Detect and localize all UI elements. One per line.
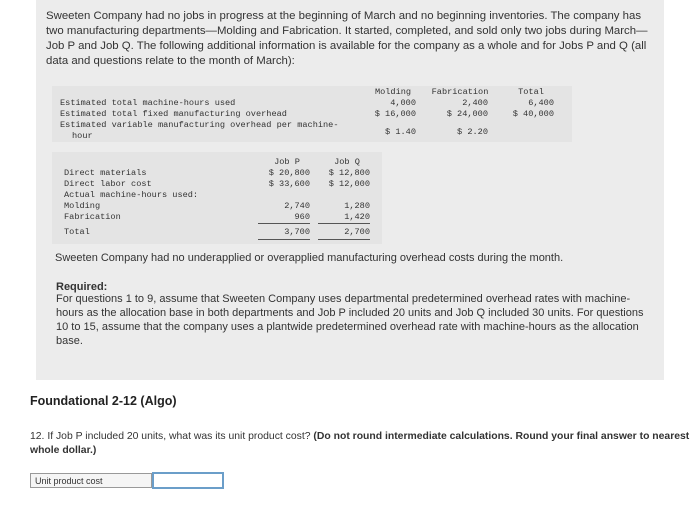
row-label: Actual machine-hours used:	[64, 190, 199, 200]
col-header-total: Total	[518, 87, 544, 97]
cell: 2,740	[284, 201, 310, 211]
row-label-cont: hour	[72, 131, 93, 141]
cell: $ 12,800	[328, 168, 370, 178]
unit-product-cost-label: Unit product cost	[30, 473, 152, 488]
divider	[258, 223, 310, 224]
row-label: Estimated total machine-hours used	[60, 98, 236, 108]
divider	[258, 239, 310, 240]
divider	[318, 239, 370, 240]
divider	[318, 223, 370, 224]
col-header-molding: Molding	[374, 87, 412, 97]
col-header-job-p: Job P	[274, 157, 300, 167]
question-text: 12. If Job P included 20 units, what was its unit product cost?	[30, 431, 311, 442]
cell: $ 33,600	[268, 179, 310, 189]
cell: $ 24,000	[446, 109, 488, 119]
col-header-fabrication: Fabrication	[431, 87, 489, 97]
foundational-heading: Foundational 2-12 (Algo)	[30, 394, 177, 408]
cell: $ 2.20	[457, 127, 488, 137]
cell: $ 20,800	[268, 168, 310, 178]
cell: $ 40,000	[512, 109, 554, 119]
cell: 6,400	[528, 98, 554, 108]
row-label: Direct materials	[64, 168, 147, 178]
required-title: Required:	[56, 281, 108, 293]
intro-text: Sweeten Company had no jobs in progress at the beginning of March and no beginning inventories. The company has two manufacturing departments—Molding and Fabrication. It started, completed, and sold only two jobs during March—Job P and Job Q. The following additional information is available for the company as a whole and for Jobs P and Q (all data and questions relate to the month of March):	[46, 10, 648, 67]
unit-product-cost-input[interactable]	[152, 472, 224, 489]
cell: 2,400	[462, 98, 488, 108]
question-instruction: (Do not round intermediate calculations. Round your final answer to nearest whole dollar.)	[30, 431, 690, 456]
required-text: For questions 1 to 9, assume that Sweeten Company uses departmental predetermined overhead rates with machine-hours as the allocation base in both departments and Job P included 20 units and Job Q included 30 units. For questions 10 to 15, assume that the company uses a plantwide predetermined overhead rate with machine-hours as the allocation base.	[56, 293, 644, 347]
cell: $ 12,000	[328, 179, 370, 189]
cell: 1,420	[344, 212, 370, 222]
cell: 1,280	[344, 201, 370, 211]
row-label: Direct labor cost	[64, 179, 152, 189]
cell: 2,700	[344, 227, 370, 237]
question-12	[30, 430, 698, 458]
cell: 960	[294, 212, 310, 222]
row-label: Fabrication	[64, 212, 121, 222]
row-label: Total	[64, 227, 90, 237]
overhead-statement: Sweeten Company had no underapplied or overapplied manufacturing overhead costs during the month.	[55, 252, 564, 264]
cell: 4,000	[390, 98, 416, 108]
row-label: Estimated total fixed manufacturing overhead	[60, 109, 287, 119]
row-label: Molding	[64, 201, 101, 211]
row-label: Estimated variable manufacturing overhead per machine-	[60, 120, 339, 130]
col-header-job-q: Job Q	[334, 157, 360, 167]
cell: $ 16,000	[374, 109, 416, 119]
cell: 3,700	[284, 227, 310, 237]
cell: $ 1.40	[385, 127, 416, 137]
